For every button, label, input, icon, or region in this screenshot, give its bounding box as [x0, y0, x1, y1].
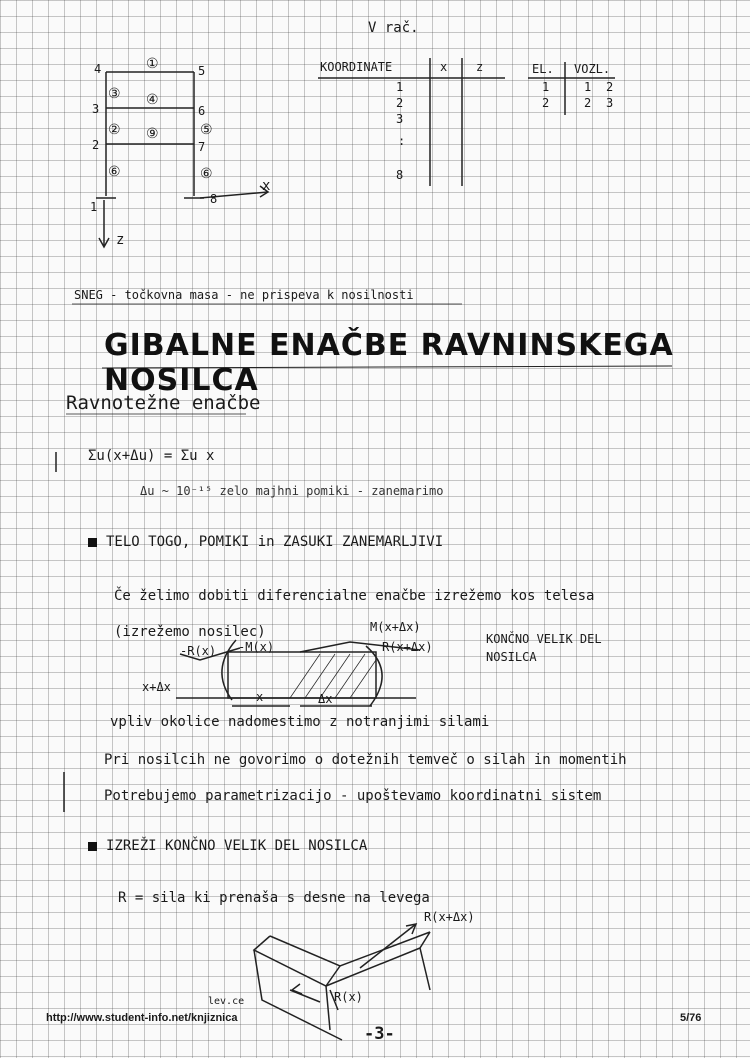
- node-label: 4: [94, 62, 102, 76]
- node-label: 8: [210, 192, 218, 206]
- bullet-icon: [88, 538, 97, 547]
- sneg-note: SNEG - točkovna masa - ne prispeva k nosilnosti: [74, 288, 414, 302]
- handwritten-page-number: -3-: [364, 1024, 395, 1044]
- node-label: 2: [92, 138, 100, 152]
- element-label: ①: [146, 56, 159, 72]
- diagram-label: x: [256, 690, 264, 704]
- element-label: ②: [108, 122, 121, 138]
- diagram-label: R(x+Δx): [424, 910, 475, 924]
- coord-table-row: 3: [396, 112, 404, 126]
- element-table-cell: 2: [542, 96, 550, 110]
- bullet-icon: [88, 842, 97, 851]
- element-table-cell: 1: [584, 80, 592, 94]
- top-note: V rač.: [368, 20, 419, 36]
- diagram-label: R(x+Δx): [382, 640, 433, 654]
- axis-z-label: z: [116, 232, 125, 248]
- coord-table-row: :: [398, 134, 406, 148]
- coord-table-row: 8: [396, 168, 404, 182]
- text-line: (izrežemo nosilec): [114, 624, 266, 640]
- axis-x-label: x: [262, 178, 271, 194]
- section-heading-rigid-body: TELO TOGO, POMIKI in ZASUKI ZANEMARLJIVI: [106, 534, 444, 550]
- coord-table-row: 1: [396, 80, 404, 94]
- coord-table-header: KOORDINATE: [320, 60, 393, 74]
- formula-equilibrium: Σu(x+Δu) = Σu x: [88, 448, 215, 464]
- diagram-label: -M(x): [238, 640, 275, 654]
- node-label: 6: [198, 104, 206, 118]
- element-label: ⑥: [108, 164, 121, 180]
- coord-table-header: x: [440, 60, 448, 74]
- text-line: R = sila ki prenaša s desne na levega: [118, 890, 430, 906]
- diagram-label: x+Δx: [142, 680, 171, 694]
- diagram-label: R(x): [334, 990, 363, 1004]
- node-label: 5: [198, 64, 206, 78]
- element-table-cell: 1: [542, 80, 550, 94]
- formula-small-displacement: Δu ~ 10⁻¹⁵ zelo majhni pomiki - zanemarimo: [140, 484, 444, 498]
- text-line: Pri nosilcih ne govorimo o dotežnih temveč o silah in momentih: [104, 752, 627, 768]
- diagram-label: lev.ce: [208, 996, 245, 1007]
- footer-url-link[interactable]: http://www.student-info.net/knjiznica: [46, 1012, 238, 1024]
- element-table-header: VOZL.: [574, 62, 611, 76]
- element-label: ⑤: [200, 122, 213, 138]
- diagram-note: KONČNO VELIK DEL NOSILCA: [486, 632, 602, 664]
- element-table-cell: 3: [606, 96, 614, 110]
- page-title: GIBALNE ENAČBE RAVNINSKEGA NOSILCA: [104, 328, 674, 398]
- element-label: ③: [108, 86, 121, 102]
- node-label: 7: [198, 140, 206, 154]
- element-label: ⑨: [146, 126, 159, 142]
- element-label: ⑥: [200, 166, 213, 182]
- node-label: 3: [92, 102, 100, 116]
- text-line: Če želimo dobiti diferencialne enačbe izrežemo kos telesa: [114, 588, 595, 604]
- diagram-label: Δx: [318, 692, 333, 706]
- element-table-cell: 2: [584, 96, 592, 110]
- footer-page-number: 5/76: [680, 1012, 702, 1024]
- diagram-label: M(x+Δx): [370, 620, 421, 634]
- text-line: vpliv okolice nadomestimo z notranjimi silami: [110, 714, 490, 730]
- node-label: 1: [90, 200, 98, 214]
- diagram-label: -R(x): [180, 644, 217, 658]
- coord-table-header: z: [476, 60, 484, 74]
- section-heading-cut: IZREŽI KONČNO VELIK DEL NOSILCA: [106, 838, 368, 854]
- element-table-header: EL.: [532, 62, 554, 76]
- element-table-cell: 2: [606, 80, 614, 94]
- text-line: Potrebujemo parametrizacijo - upoštevamo koordinatni sistem: [104, 788, 602, 804]
- subheading: Ravnotežne enačbe: [66, 392, 261, 414]
- coord-table-row: 2: [396, 96, 404, 110]
- element-label: ④: [146, 92, 159, 108]
